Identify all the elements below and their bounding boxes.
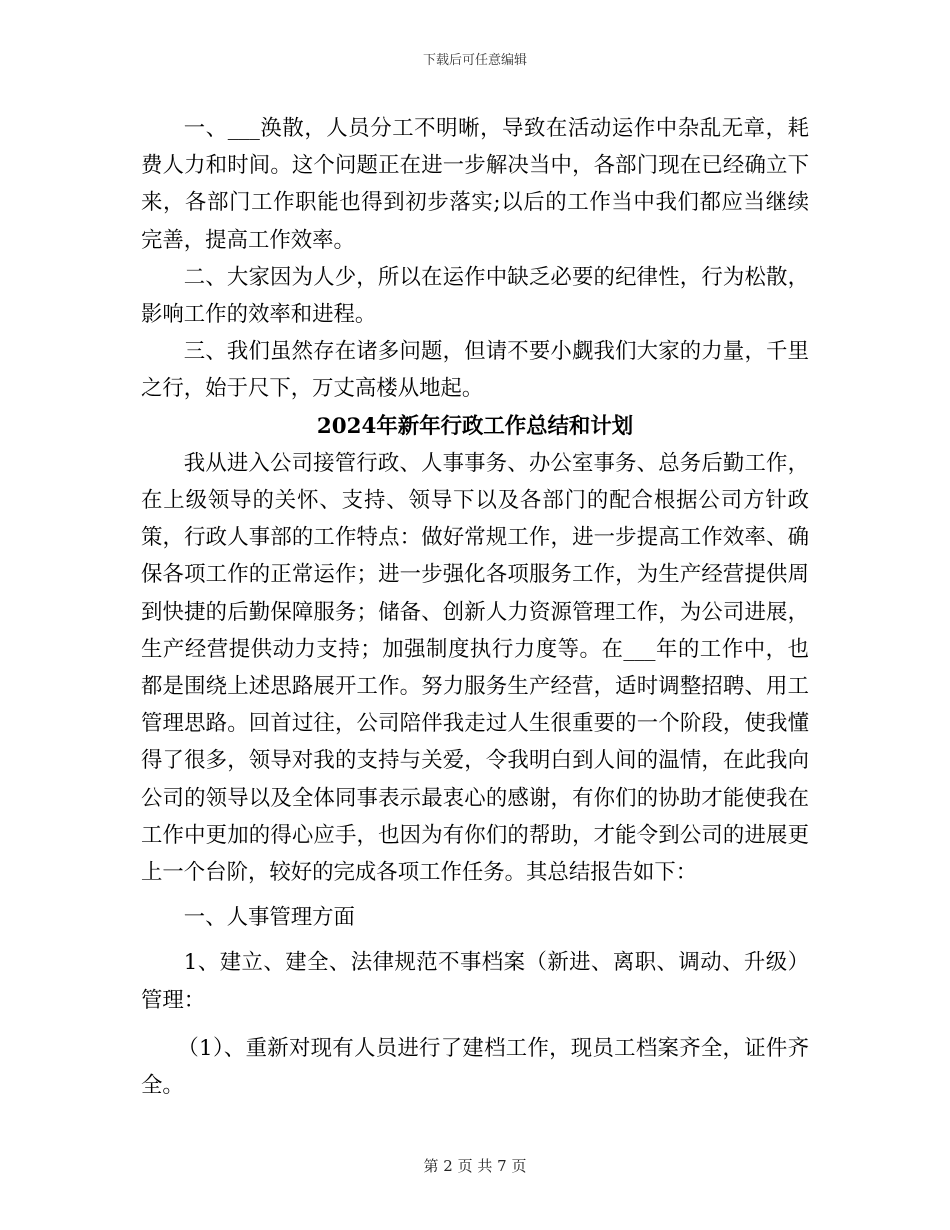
- paragraph-item-1: 1、建立、建全、法律规范不事档案（新进、离职、调动、升级）管理：: [141, 950, 809, 1013]
- document-title: 2024年新年行政工作总结和计划: [316, 413, 634, 439]
- page-footer: 第 2 页 共 7 页: [423, 1157, 527, 1175]
- page-header: 下载后可任意编辑: [422, 53, 527, 68]
- paragraph-issue-2: 二、大家因为人少，所以在运作中缺乏必要的纪律性，行为松散，影响工作的效率和进程。: [141, 264, 809, 328]
- paragraph-intro: 我从进入公司接管行政、人事事务、办公室事务、总务后勤工作，在上级领导的关怀、支持、领导下以及各部门的配合根据公司方针政策，行政人事部的工作特点：做好常规工作，进一步提高工作效率、确保各项工作的正常运作；进一步强化各项服务工作，为生产经营提供周到快捷的后勤保障服务；储备、创新人力资源管理工作，为公司进展，生产经营提供动力支持；加强制度执行力度等。在___年的工作中，也都是围绕上述思路展开工作。努力服务生产经营，适时调整招聘、用工管理思路。回首过往，公司陪伴我走过人生很重要的一个阶段，使我懂得了很多，领导对我的支持与关爱，令我明白到人间的温情，在此我向公司的领导以及全体同事表示最衷心的感谢，有你们的协助才能使我在工作中更加的得心应手，也因为有你们的帮助，才能令到公司的进展更上一个台阶，较好的完成各项工作任务。其总结报告如下：: [141, 450, 809, 886]
- document-body: [141, 110, 809, 1104]
- paragraph-issue-1: 一、___涣散，人员分工不明晰，导致在活动运作中杂乱无章，耗费人力和时间。这个问题正在进一步解决当中，各部门现在已经确立下来，各部门工作职能也得到初步落实;以后的工作当中我们都应当继续完善，提高工作效率。: [141, 116, 809, 253]
- paragraph-subitem-1: （1）、重新对现有人员进行了建档工作，现员工档案齐全，证件齐全。: [141, 1035, 809, 1099]
- section-heading-hr: 一、人事管理方面: [183, 905, 355, 931]
- paragraph-issue-3: 三、我们虽然存在诸多问题，但请不要小觑我们大家的力量，千里之行，始于尺下，万丈高楼从地起。: [141, 339, 809, 402]
